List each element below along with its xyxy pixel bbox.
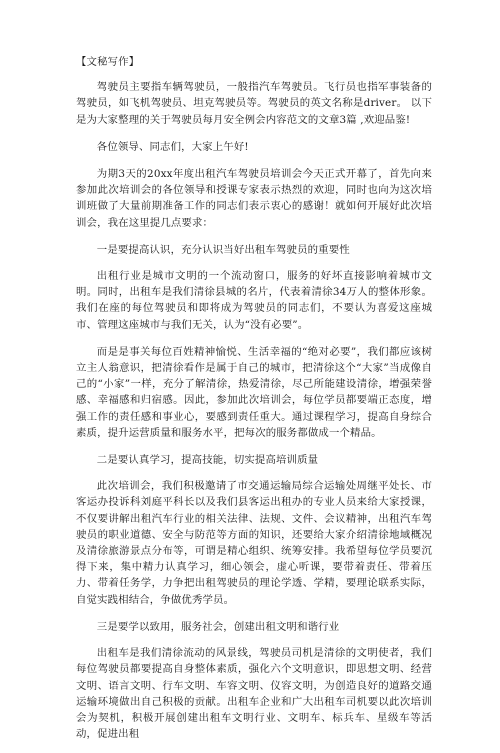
section-heading-2: 二是要认真学习，提高技能，切实提高培训质量 [96, 454, 319, 467]
body-paragraph-4: 出租车是我们清徐流动的风景线，驾驶员司机是清徐的文明使者，我们每位驾驶员都要提高自身整体素质，强化六个文明意识，即思想文明、经营文明、语言文明、行车文明、车容文明、仪容文明，为创造良好的道路交通运输环境做出自己积极的贡献。出租车企业和广大出租车司机要以此次培训会为契机，积极开展创建出租车文明行业、文明车、标兵车、星级车等活动，促进出租 [76, 647, 432, 741]
body-paragraph-3: 此次培训会，我们积极邀请了市交通运输局综合运输处周继平处长、市客运办投诉科刘庭平科长以及我们县客运出租办的专业人员来给大家授课，不仅要讲解出租汽车行业的相关法律、法规、文件、会议精神，出租汽车驾驶员的职业道德、安全与防范等方面的知识，还要给大家介绍清徐地域概况及清徐旅游景点分布等，可谓是精心组织、统筹安排。我希望每位学员要沉得下来，集中精力认真学习，细心领会，虚心听课，要带着责任、带着压力、带着任务学，力争把出租驾驶员的理论学透、学精，要理论联系实际，自觉实践相结合，争做优秀学员。 [76, 480, 432, 606]
opening-paragraph: 为期3天的20xx年度出租汽车驾驶员培训会今天正式开幕了，首先向来参加此次培训会的各位领导和授课专家表示热烈的欢迎，同时也向为这次培训班做了大量前期准备工作的同志们表示衷心的感谢！就如何开展好此次培训会，我在这里提几点要求： [76, 168, 432, 229]
section-heading-3: 三是要学以致用，服务社会，创建出租文明和谐行业 [96, 620, 340, 633]
body-paragraph-2: 而是是事关每位百姓精神愉悦、生活幸福的“绝对必要”，我们都应该树立主人翁意识，把清徐看作是属于自己的城市，把清徐这个“大家”当成像自己的“小家”一样，充分了解清徐，热爱清徐，尽己所能建设清徐，增强荣誉感、幸福感和归宿感。因此，参加此次培训会，每位学员都要端正态度，增强工作的责任感和事业心，要感到责任重大。通过课程学习，提高自身综合素质，提升运营质量和服务水平，把每次的服务都做成一个精品。 [76, 345, 432, 439]
document-page [76, 54, 432, 753]
section-heading-1: 一是要提高认识，充分认识当好出租车驾驶员的重要性 [96, 243, 350, 256]
body-paragraph-1: 出租行业是城市文明的一个流动窗口，服务的好坏直接影响着城市文明。同时，出租车是我们清徐县城的名片，代表着清徐34万人的整体形象。我们在座的每位驾驶员和即将成为驾驶员的同志们，不要认为喜爱这座城市、管理这座城市与我们无关，认为“没有必要”。 [76, 270, 432, 331]
category-tag: 【文秘写作】 [76, 56, 140, 68]
intro-paragraph: 驾驶员主要指车辆驾驶员，一般指汽车驾驶员。飞行员也指军事装备的驾驶员，如飞机驾驶员、坦克驾驶员等。驾驶员的英文名称是driver。 以下是为大家整理的关于驾驶员每月安全例会内容范文的文章3篇 ,欢迎品鉴! [76, 81, 432, 126]
greeting: 各位领导、同志们，大家上午好! [96, 140, 249, 153]
